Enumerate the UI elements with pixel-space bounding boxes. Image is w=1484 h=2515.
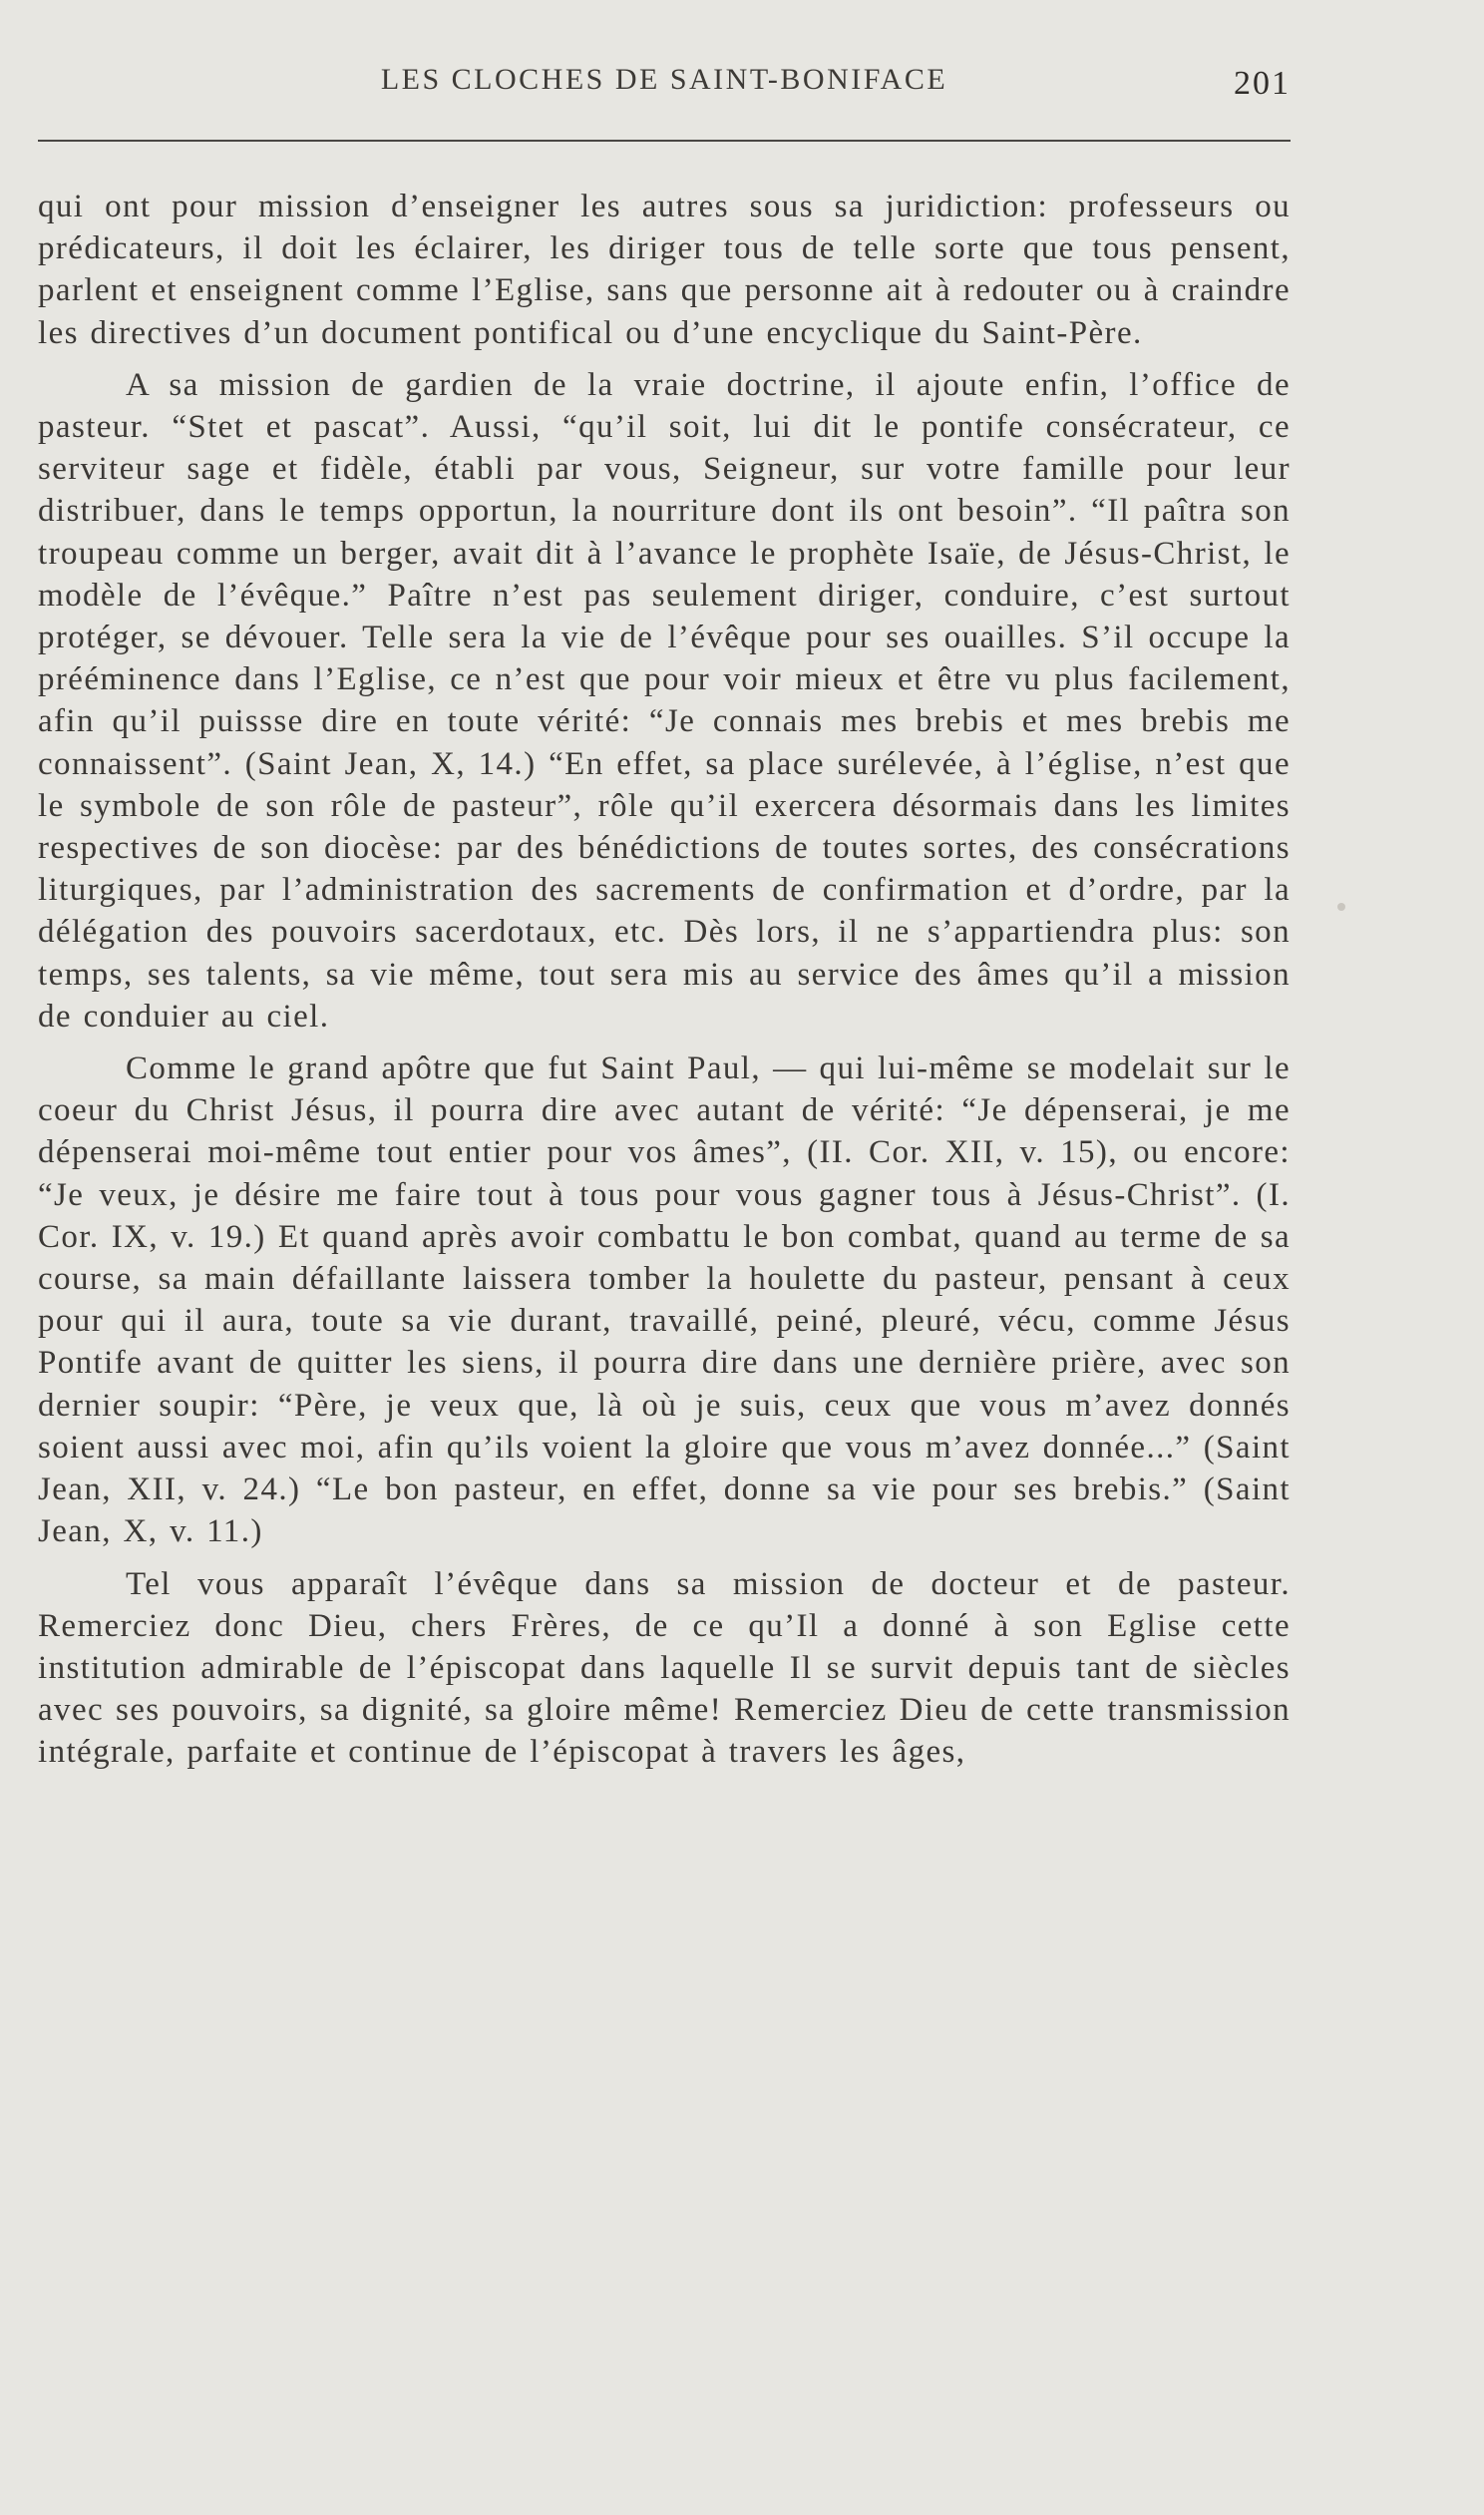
paragraph-remerciez-dieu: Tel vous apparaît l’évêque dans sa mission de docteur et de pasteur. Remerciez donc Dieu, chers Frères, de ce qu’Il a donné à son Eglise cette institution admirable de l’épiscopat dans laquelle Il se survit depuis tant de siècles avec ses pouvoirs, sa dignité, sa gloire même! Remerciez Dieu de cette transmission intégrale, parfaite et continue de l’épiscopat à travers les âges, (38, 1565, 1291, 1771)
paragraph-office-de-pasteur: A sa mission de gardien de la vraie doctrine, il ajoute enfin, l’office de pasteur. “Stet et pascat”. Aussi, “qu’il soit, lui dit le pontife consécrateur, ce serviteur sage et fidèle, établi par vous, Seigneur, sur votre famille pour leur distribuer, dans le temps opportun, la nourriture dont ils ont besoin”. “Il paîtra son troupeau comme un berger, avait dit à l’avance le prophète Isaïe, de Jésus-Christ, le modèle de l’évêque.” Paître n’est pas seulement diriger, conduire, c’est surtout protéger, se dévouer. Telle sera la vie de l’évêque pour ses ouailles. S’il occupe la prééminence dans l’Eglise, ce n’est que pour voir mieux et être vu plus facilement, afin qu’il puissse dire en toute vérité: “Je connais mes brebis et mes brebis me connaissent”. (Saint Jean, X, 14.) “En effet, sa place surélevée, à l’église, n’est que le symbole de son rôle de pasteur”, rôle qu’il exercera désormais dans les limites respectives de son diocèse: par des bénédictions de toutes sortes, des consécrations liturgiques, par l’administration des sacrements de confirmation et d’ordre, par la délégation des pouvoirs sacerdotaux, etc. Dès lors, il ne s’appartiendra plus: son temps, ses talents, sa vie même, tout sera mis au service des âmes qu’il a mission de conduier au ciel. (38, 366, 1291, 1035)
page-header (38, 55, 1291, 115)
running-title: LES CLOCHES DE SAINT-BONIFACE (380, 63, 948, 96)
header-rule (38, 140, 1291, 142)
paragraph-saint-paul: Comme le grand apôtre que fut Saint Paul, — qui lui-même se modelait sur le coeur du Christ Jésus, il pourra dire avec autant de vérité: “Je dépenserai, je me dépenserai moi-même tout entier pour vos âmes”, (II. Cor. XII, v. 15), ou encore: “Je veux, je désire me faire tout à tous pour vous gagner tous à Jésus-Christ”. (I. Cor. IX, v. 19.) Et quand après avoir combattu le bon combat, quand au terme de sa course, sa main défaillante laissera tomber la houlette du pasteur, pensant à ceux pour qui il aura, toute sa vie durant, travaillé, peiné, pleuré, vécu, comme Jésus Pontife avant de quitter les siens, il pourra dire dans une dernière prière, avec son dernier soupir: “Père, je veux que, là où je suis, ceux que vous m’avez donnés soient aussi avec moi, afin qu’ils voient la gloire que vous m’avez donnée...” (Saint Jean, XII, v. 24.) “Le bon pasteur, en effet, donne sa vie pour ses brebis.” (Saint Jean, X, v. 11.) (38, 1050, 1291, 1550)
body-text (38, 186, 1291, 1774)
page-number: 201 (1234, 65, 1291, 102)
paper-speck (1337, 903, 1345, 911)
paragraph-continued: qui ont pour mission d’enseigner les autres sous sa juridiction: professeurs ou prédicateurs, il doit les éclairer, les diriger tous de telle sorte que tous pensent, parlent et enseignent comme l’Eglise, sans que personne ait à redouter ou à craindre les directives d’un document pontifical ou d’une encyclique du Saint-Père. (38, 189, 1291, 351)
